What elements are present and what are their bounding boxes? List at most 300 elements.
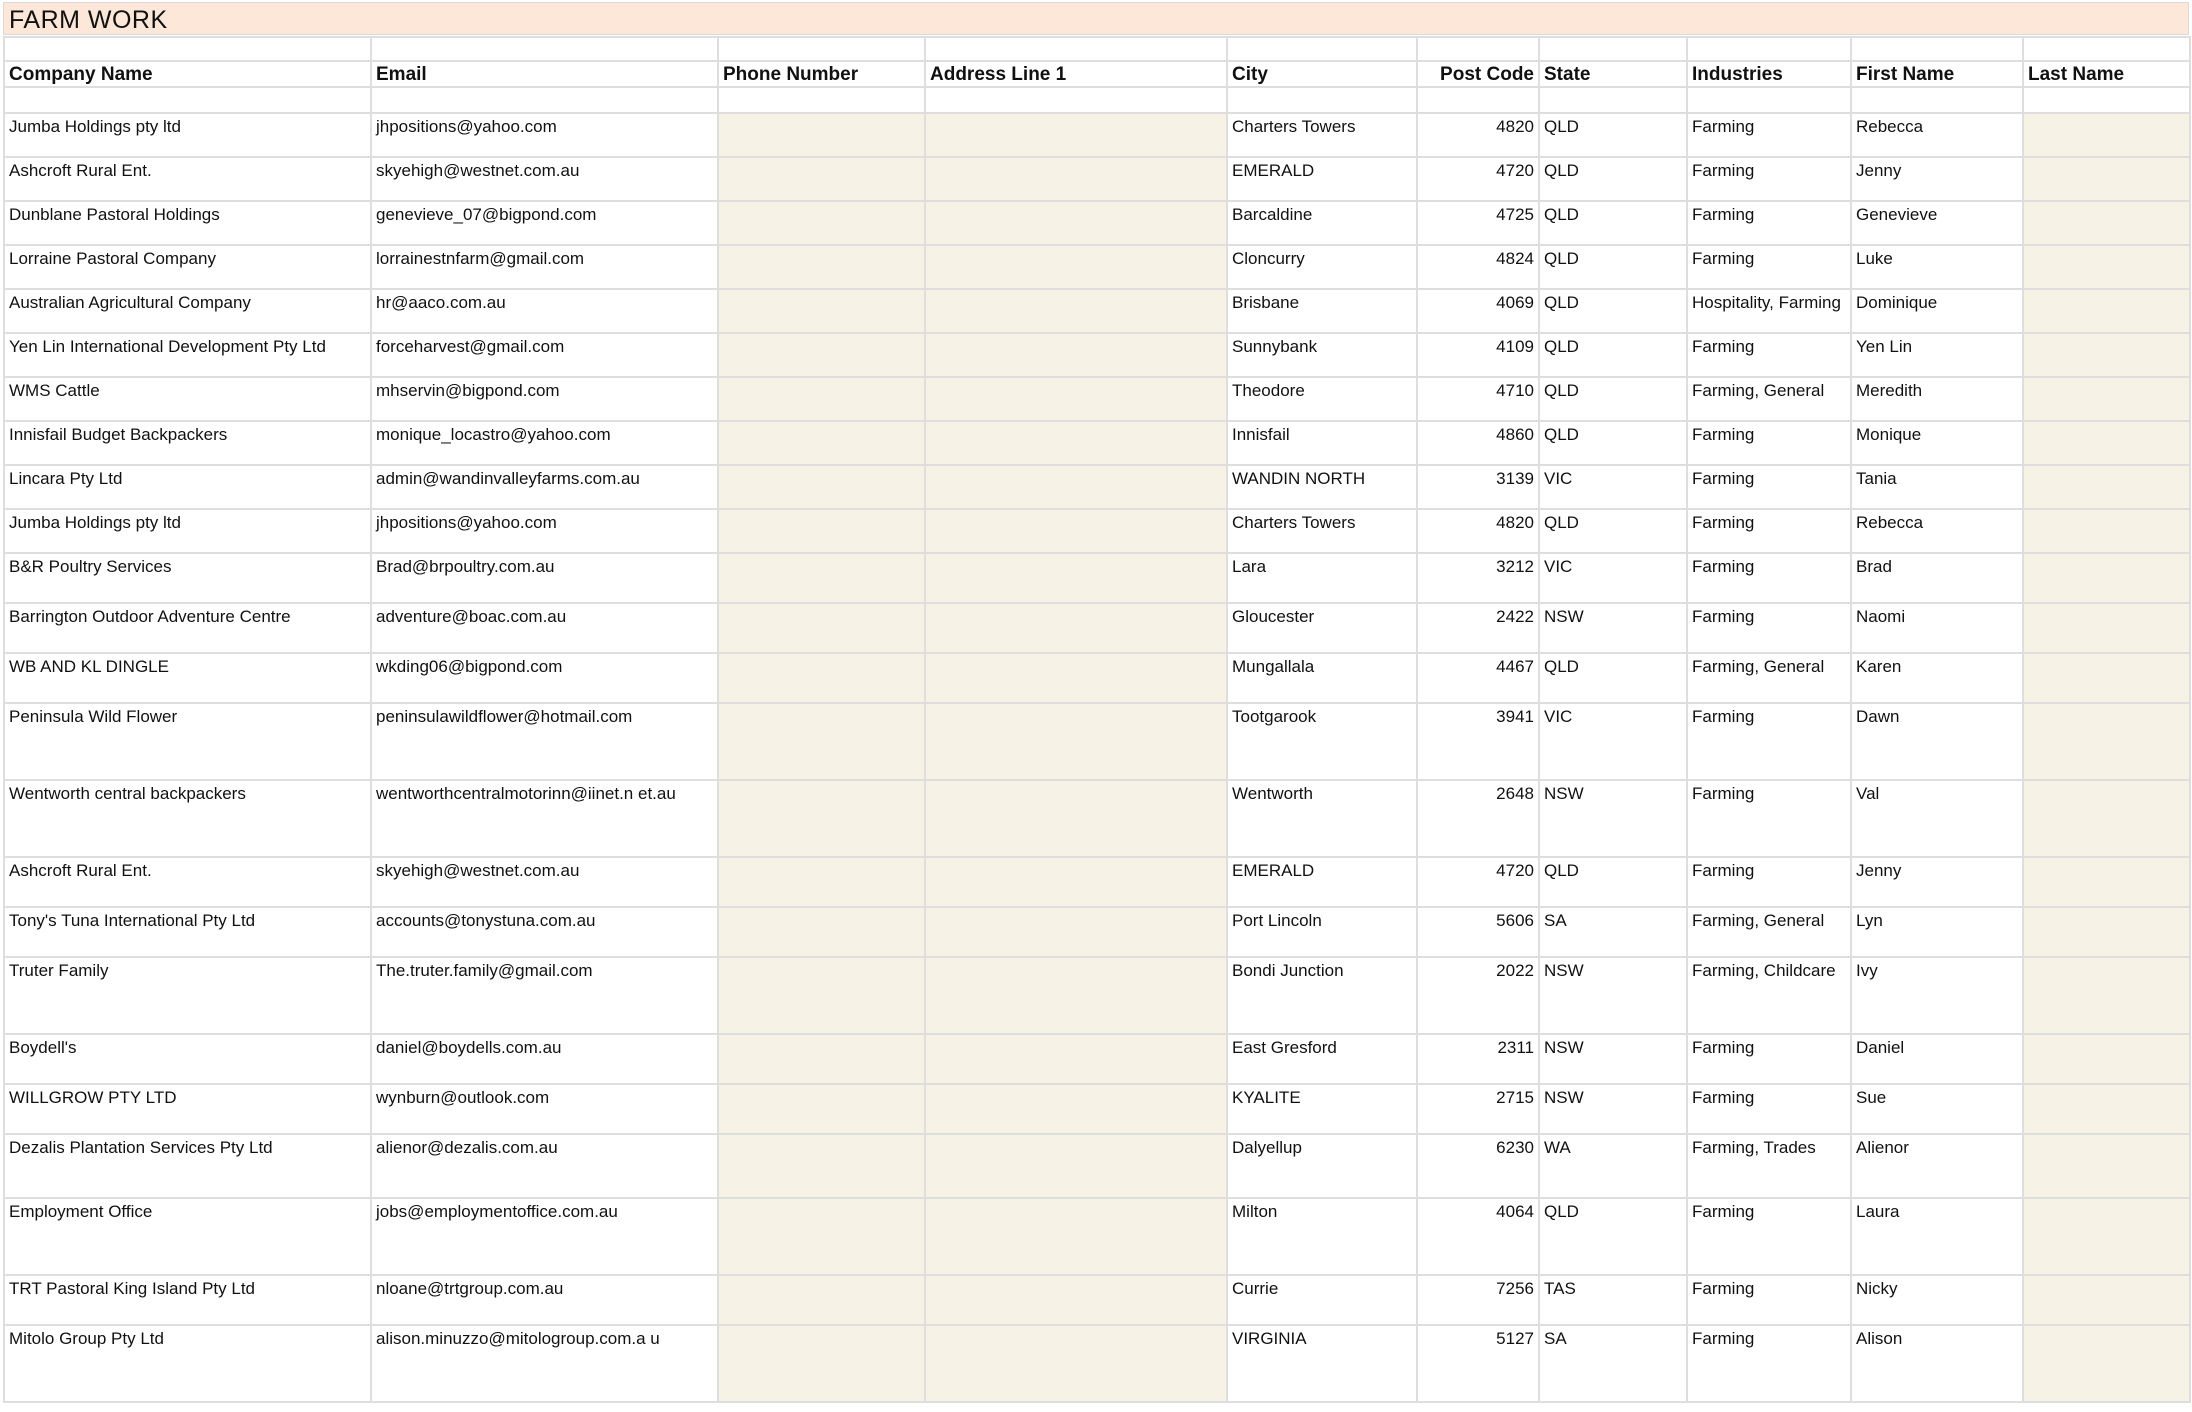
- company-name-cell[interactable]: Ashcroft Rural Ent.: [4, 857, 371, 907]
- industries-cell[interactable]: Farming, Trades: [1687, 1134, 1851, 1198]
- address-cell[interactable]: [925, 957, 1227, 1034]
- table-row: [4, 509, 2190, 553]
- industries-cell[interactable]: Farming: [1687, 157, 1851, 201]
- address-cell[interactable]: [925, 1134, 1227, 1198]
- header-city[interactable]: City: [1227, 61, 1417, 87]
- first-name-cell[interactable]: Jenny: [1851, 157, 2023, 201]
- industries-cell[interactable]: Farming, Childcare: [1687, 957, 1851, 1034]
- industries-cell[interactable]: Farming: [1687, 857, 1851, 907]
- post-code-cell[interactable]: 4064: [1417, 1198, 1539, 1275]
- city-cell[interactable]: EMERALD: [1227, 157, 1417, 201]
- address-cell[interactable]: [925, 245, 1227, 289]
- last-name-cell[interactable]: [2023, 603, 2190, 653]
- last-name-cell[interactable]: [2023, 201, 2190, 245]
- company-name-cell[interactable]: Barrington Outdoor Adventure Centre: [4, 603, 371, 653]
- table-row: [4, 377, 2190, 421]
- phone-number-cell[interactable]: [718, 377, 925, 421]
- cell[interactable]: [1851, 87, 2023, 113]
- header-address-line-1[interactable]: Address Line 1: [925, 61, 1227, 87]
- industries-cell[interactable]: Farming: [1687, 1275, 1851, 1325]
- last-name-cell[interactable]: [2023, 289, 2190, 333]
- spreadsheet-table: [3, 36, 2191, 1403]
- post-code-cell[interactable]: 3941: [1417, 703, 1539, 780]
- last-name-cell[interactable]: [2023, 113, 2190, 157]
- city-cell[interactable]: Charters Towers: [1227, 509, 1417, 553]
- header-last-name[interactable]: Last Name: [2023, 61, 2190, 87]
- state-cell[interactable]: NSW: [1539, 1084, 1687, 1134]
- address-cell[interactable]: [925, 603, 1227, 653]
- address-cell[interactable]: [925, 421, 1227, 465]
- address-cell[interactable]: [925, 509, 1227, 553]
- last-name-cell[interactable]: [2023, 653, 2190, 703]
- email-cell[interactable]: nloane@trtgroup.com.au: [371, 1275, 718, 1325]
- post-code-cell[interactable]: 2648: [1417, 780, 1539, 857]
- email-cell[interactable]: monique_locastro@yahoo.com: [371, 421, 718, 465]
- company-name-cell[interactable]: Australian Agricultural Company: [4, 289, 371, 333]
- state-cell[interactable]: QLD: [1539, 157, 1687, 201]
- address-cell[interactable]: [925, 1198, 1227, 1275]
- city-cell[interactable]: Wentworth: [1227, 780, 1417, 857]
- phone-number-cell[interactable]: [718, 1134, 925, 1198]
- cell[interactable]: [925, 37, 1227, 61]
- city-cell[interactable]: Theodore: [1227, 377, 1417, 421]
- state-cell[interactable]: QLD: [1539, 245, 1687, 289]
- address-cell[interactable]: [925, 157, 1227, 201]
- post-code-cell[interactable]: 4710: [1417, 377, 1539, 421]
- email-cell[interactable]: skyehigh@westnet.com.au: [371, 857, 718, 907]
- state-cell[interactable]: QLD: [1539, 421, 1687, 465]
- header-company-name[interactable]: Company Name: [4, 61, 371, 87]
- industries-cell[interactable]: Farming: [1687, 333, 1851, 377]
- email-cell[interactable]: Brad@brpoultry.com.au: [371, 553, 718, 603]
- phone-number-cell[interactable]: [718, 907, 925, 957]
- phone-number-cell[interactable]: [718, 1198, 925, 1275]
- city-cell[interactable]: Charters Towers: [1227, 113, 1417, 157]
- phone-number-cell[interactable]: [718, 553, 925, 603]
- first-name-cell[interactable]: Nicky: [1851, 1275, 2023, 1325]
- address-cell[interactable]: [925, 465, 1227, 509]
- email-cell[interactable]: jhpositions@yahoo.com: [371, 113, 718, 157]
- phone-number-cell[interactable]: [718, 333, 925, 377]
- email-cell[interactable]: peninsulawildflower@hotmail.com: [371, 703, 718, 780]
- company-name-cell[interactable]: Mitolo Group Pty Ltd: [4, 1325, 371, 1402]
- table-row: [4, 857, 2190, 907]
- company-name-cell[interactable]: Employment Office: [4, 1198, 371, 1275]
- last-name-cell[interactable]: [2023, 907, 2190, 957]
- industries-cell[interactable]: Farming: [1687, 113, 1851, 157]
- state-cell[interactable]: QLD: [1539, 201, 1687, 245]
- address-cell[interactable]: [925, 333, 1227, 377]
- phone-number-cell[interactable]: [718, 157, 925, 201]
- state-cell[interactable]: QLD: [1539, 509, 1687, 553]
- industries-cell[interactable]: Farming: [1687, 465, 1851, 509]
- address-cell[interactable]: [925, 1084, 1227, 1134]
- company-name-cell[interactable]: Dezalis Plantation Services Pty Ltd: [4, 1134, 371, 1198]
- phone-number-cell[interactable]: [718, 113, 925, 157]
- phone-number-cell[interactable]: [718, 703, 925, 780]
- industries-cell[interactable]: Farming: [1687, 603, 1851, 653]
- first-name-cell[interactable]: Karen: [1851, 653, 2023, 703]
- phone-number-cell[interactable]: [718, 201, 925, 245]
- address-cell[interactable]: [925, 1275, 1227, 1325]
- cell[interactable]: [371, 37, 718, 61]
- cell[interactable]: [1227, 87, 1417, 113]
- cell[interactable]: [925, 87, 1227, 113]
- company-name-cell[interactable]: WB AND KL DINGLE: [4, 653, 371, 703]
- city-cell[interactable]: Dalyellup: [1227, 1134, 1417, 1198]
- company-name-cell[interactable]: WILLGROW PTY LTD: [4, 1084, 371, 1134]
- industries-cell[interactable]: Farming: [1687, 421, 1851, 465]
- table-row: [4, 465, 2190, 509]
- last-name-cell[interactable]: [2023, 957, 2190, 1034]
- first-name-cell[interactable]: Brad: [1851, 553, 2023, 603]
- header-phone-number[interactable]: Phone Number: [718, 61, 925, 87]
- cell[interactable]: [1851, 37, 2023, 61]
- address-cell[interactable]: [925, 857, 1227, 907]
- header-post-code[interactable]: Post Code: [1417, 61, 1539, 87]
- phone-number-cell[interactable]: [718, 1275, 925, 1325]
- email-cell[interactable]: jobs@employmentoffice.com.au: [371, 1198, 718, 1275]
- first-name-cell[interactable]: Rebecca: [1851, 509, 2023, 553]
- first-name-cell[interactable]: Ivy: [1851, 957, 2023, 1034]
- cell[interactable]: [2023, 37, 2190, 61]
- cell[interactable]: [718, 87, 925, 113]
- first-name-cell[interactable]: Daniel: [1851, 1034, 2023, 1084]
- industries-cell[interactable]: Farming: [1687, 703, 1851, 780]
- post-code-cell[interactable]: 2022: [1417, 957, 1539, 1034]
- post-code-cell[interactable]: 4725: [1417, 201, 1539, 245]
- cell[interactable]: [4, 37, 371, 61]
- table-row: [4, 653, 2190, 703]
- company-name-cell[interactable]: Peninsula Wild Flower: [4, 703, 371, 780]
- industries-cell[interactable]: Farming, General: [1687, 907, 1851, 957]
- phone-number-cell[interactable]: [718, 1325, 925, 1402]
- empty-row: [4, 37, 2190, 61]
- post-code-cell[interactable]: 4720: [1417, 857, 1539, 907]
- first-name-cell[interactable]: Yen Lin: [1851, 333, 2023, 377]
- post-code-cell[interactable]: 7256: [1417, 1275, 1539, 1325]
- email-cell[interactable]: alienor@dezalis.com.au: [371, 1134, 718, 1198]
- city-cell[interactable]: Gloucester: [1227, 603, 1417, 653]
- address-cell[interactable]: [925, 201, 1227, 245]
- email-cell[interactable]: genevieve_07@bigpond.com: [371, 201, 718, 245]
- first-name-cell[interactable]: Jenny: [1851, 857, 2023, 907]
- email-cell[interactable]: forceharvest@gmail.com: [371, 333, 718, 377]
- address-cell[interactable]: [925, 653, 1227, 703]
- post-code-cell[interactable]: 3212: [1417, 553, 1539, 603]
- last-name-cell[interactable]: [2023, 857, 2190, 907]
- city-cell[interactable]: Barcaldine: [1227, 201, 1417, 245]
- industries-cell[interactable]: Farming: [1687, 509, 1851, 553]
- phone-number-cell[interactable]: [718, 1034, 925, 1084]
- city-cell[interactable]: Bondi Junction: [1227, 957, 1417, 1034]
- cell[interactable]: [1687, 87, 1851, 113]
- email-cell[interactable]: daniel@boydells.com.au: [371, 1034, 718, 1084]
- cell[interactable]: [4, 87, 371, 113]
- table-row: [4, 780, 2190, 857]
- header-row: [4, 61, 2190, 87]
- first-name-cell[interactable]: Tania: [1851, 465, 2023, 509]
- table-row: [4, 703, 2190, 780]
- cell[interactable]: [371, 87, 718, 113]
- industries-cell[interactable]: Farming: [1687, 245, 1851, 289]
- city-cell[interactable]: Cloncurry: [1227, 245, 1417, 289]
- first-name-cell[interactable]: Val: [1851, 780, 2023, 857]
- table-row: [4, 907, 2190, 957]
- city-cell[interactable]: EMERALD: [1227, 857, 1417, 907]
- state-cell[interactable]: VIC: [1539, 465, 1687, 509]
- address-cell[interactable]: [925, 703, 1227, 780]
- address-cell[interactable]: [925, 289, 1227, 333]
- post-code-cell[interactable]: 4824: [1417, 245, 1539, 289]
- post-code-cell[interactable]: 2422: [1417, 603, 1539, 653]
- last-name-cell[interactable]: [2023, 703, 2190, 780]
- table-row: [4, 603, 2190, 653]
- phone-number-cell[interactable]: [718, 509, 925, 553]
- post-code-cell[interactable]: 2311: [1417, 1034, 1539, 1084]
- post-code-cell[interactable]: 4820: [1417, 509, 1539, 553]
- city-cell[interactable]: Tootgarook: [1227, 703, 1417, 780]
- phone-number-cell[interactable]: [718, 245, 925, 289]
- email-cell[interactable]: mhservin@bigpond.com: [371, 377, 718, 421]
- last-name-cell[interactable]: [2023, 377, 2190, 421]
- table-row: [4, 1084, 2190, 1134]
- address-cell[interactable]: [925, 377, 1227, 421]
- phone-number-cell[interactable]: [718, 957, 925, 1034]
- post-code-cell[interactable]: 4820: [1417, 113, 1539, 157]
- header-first-name[interactable]: First Name: [1851, 61, 2023, 87]
- header-state[interactable]: State: [1539, 61, 1687, 87]
- email-cell[interactable]: hr@aaco.com.au: [371, 289, 718, 333]
- company-name-cell[interactable]: TRT Pastoral King Island Pty Ltd: [4, 1275, 371, 1325]
- table-row: [4, 333, 2190, 377]
- phone-number-cell[interactable]: [718, 857, 925, 907]
- first-name-cell[interactable]: Monique: [1851, 421, 2023, 465]
- industries-cell[interactable]: Farming, General: [1687, 653, 1851, 703]
- industries-cell[interactable]: Farming: [1687, 201, 1851, 245]
- first-name-cell[interactable]: Genevieve: [1851, 201, 2023, 245]
- company-name-cell[interactable]: Wentworth central backpackers: [4, 780, 371, 857]
- city-cell[interactable]: Milton: [1227, 1198, 1417, 1275]
- city-cell[interactable]: East Gresford: [1227, 1034, 1417, 1084]
- company-name-cell[interactable]: Yen Lin International Development Pty Ltd: [4, 333, 371, 377]
- state-cell[interactable]: QLD: [1539, 653, 1687, 703]
- company-name-cell[interactable]: Jumba Holdings pty ltd: [4, 509, 371, 553]
- table-row: [4, 289, 2190, 333]
- header-email[interactable]: Email: [371, 61, 718, 87]
- industries-cell[interactable]: Farming: [1687, 1084, 1851, 1134]
- first-name-cell[interactable]: Naomi: [1851, 603, 2023, 653]
- industries-cell[interactable]: Farming: [1687, 553, 1851, 603]
- first-name-cell[interactable]: Lyn: [1851, 907, 2023, 957]
- email-cell[interactable]: lorrainestnfarm@gmail.com: [371, 245, 718, 289]
- table-row: [4, 245, 2190, 289]
- email-cell[interactable]: jhpositions@yahoo.com: [371, 509, 718, 553]
- industries-cell[interactable]: Farming: [1687, 1034, 1851, 1084]
- email-cell[interactable]: The.truter.family@gmail.com: [371, 957, 718, 1034]
- company-name-cell[interactable]: Truter Family: [4, 957, 371, 1034]
- last-name-cell[interactable]: [2023, 1084, 2190, 1134]
- phone-number-cell[interactable]: [718, 653, 925, 703]
- table-row: [4, 553, 2190, 603]
- email-cell[interactable]: alison.minuzzo@mitologroup.com.a u: [371, 1325, 718, 1402]
- post-code-cell[interactable]: 4467: [1417, 653, 1539, 703]
- company-name-cell[interactable]: Lincara Pty Ltd: [4, 465, 371, 509]
- post-code-cell[interactable]: 2715: [1417, 1084, 1539, 1134]
- table-row: [4, 1034, 2190, 1084]
- post-code-cell[interactable]: 5606: [1417, 907, 1539, 957]
- first-name-cell[interactable]: Laura: [1851, 1198, 2023, 1275]
- last-name-cell[interactable]: [2023, 509, 2190, 553]
- city-cell[interactable]: Currie: [1227, 1275, 1417, 1325]
- last-name-cell[interactable]: [2023, 421, 2190, 465]
- phone-number-cell[interactable]: [718, 465, 925, 509]
- table-row: [4, 157, 2190, 201]
- state-cell[interactable]: SA: [1539, 1325, 1687, 1402]
- first-name-cell[interactable]: Meredith: [1851, 377, 2023, 421]
- first-name-cell[interactable]: Sue: [1851, 1084, 2023, 1134]
- cell[interactable]: [1417, 87, 1539, 113]
- header-industries[interactable]: Industries: [1687, 61, 1851, 87]
- state-cell[interactable]: QLD: [1539, 377, 1687, 421]
- company-name-cell[interactable]: Ashcroft Rural Ent.: [4, 157, 371, 201]
- company-name-cell[interactable]: Dunblane Pastoral Holdings: [4, 201, 371, 245]
- table-row: [4, 201, 2190, 245]
- last-name-cell[interactable]: [2023, 1275, 2190, 1325]
- post-code-cell[interactable]: 6230: [1417, 1134, 1539, 1198]
- state-cell[interactable]: NSW: [1539, 1034, 1687, 1084]
- city-cell[interactable]: KYALITE: [1227, 1084, 1417, 1134]
- address-cell[interactable]: [925, 113, 1227, 157]
- email-cell[interactable]: wkding06@bigpond.com: [371, 653, 718, 703]
- first-name-cell[interactable]: Alison: [1851, 1325, 2023, 1402]
- table-row: [4, 1134, 2190, 1198]
- address-cell[interactable]: [925, 553, 1227, 603]
- cell[interactable]: [1687, 37, 1851, 61]
- city-cell[interactable]: Brisbane: [1227, 289, 1417, 333]
- industries-cell[interactable]: Farming: [1687, 1198, 1851, 1275]
- post-code-cell[interactable]: 4109: [1417, 333, 1539, 377]
- email-cell[interactable]: adventure@boac.com.au: [371, 603, 718, 653]
- industries-cell[interactable]: Farming: [1687, 780, 1851, 857]
- company-name-cell[interactable]: B&R Poultry Services: [4, 553, 371, 603]
- company-name-cell[interactable]: WMS Cattle: [4, 377, 371, 421]
- phone-number-cell[interactable]: [718, 421, 925, 465]
- phone-number-cell[interactable]: [718, 780, 925, 857]
- first-name-cell[interactable]: Dominique: [1851, 289, 2023, 333]
- address-cell[interactable]: [925, 1034, 1227, 1084]
- post-code-cell[interactable]: 4860: [1417, 421, 1539, 465]
- state-cell[interactable]: NSW: [1539, 957, 1687, 1034]
- table-row: [4, 1325, 2190, 1402]
- city-cell[interactable]: Lara: [1227, 553, 1417, 603]
- industries-cell[interactable]: Hospitality, Farming: [1687, 289, 1851, 333]
- first-name-cell[interactable]: Luke: [1851, 245, 2023, 289]
- last-name-cell[interactable]: [2023, 333, 2190, 377]
- company-name-cell[interactable]: Jumba Holdings pty ltd: [4, 113, 371, 157]
- last-name-cell[interactable]: [2023, 465, 2190, 509]
- last-name-cell[interactable]: [2023, 1034, 2190, 1084]
- state-cell[interactable]: QLD: [1539, 289, 1687, 333]
- cell[interactable]: [718, 37, 925, 61]
- last-name-cell[interactable]: [2023, 245, 2190, 289]
- company-name-cell[interactable]: Boydell's: [4, 1034, 371, 1084]
- post-code-cell[interactable]: 4720: [1417, 157, 1539, 201]
- city-cell[interactable]: Sunnybank: [1227, 333, 1417, 377]
- cell[interactable]: [1539, 87, 1687, 113]
- post-code-cell[interactable]: 5127: [1417, 1325, 1539, 1402]
- address-cell[interactable]: [925, 780, 1227, 857]
- state-cell[interactable]: VIC: [1539, 703, 1687, 780]
- state-cell[interactable]: NSW: [1539, 603, 1687, 653]
- state-cell[interactable]: QLD: [1539, 1198, 1687, 1275]
- city-cell[interactable]: WANDIN NORTH: [1227, 465, 1417, 509]
- sheet-title: FARM WORK: [9, 6, 168, 34]
- city-cell[interactable]: Innisfail: [1227, 421, 1417, 465]
- state-cell[interactable]: QLD: [1539, 857, 1687, 907]
- state-cell[interactable]: NSW: [1539, 780, 1687, 857]
- phone-number-cell[interactable]: [718, 289, 925, 333]
- email-cell[interactable]: admin@wandinvalleyfarms.com.au: [371, 465, 718, 509]
- last-name-cell[interactable]: [2023, 1198, 2190, 1275]
- address-cell[interactable]: [925, 1325, 1227, 1402]
- address-cell[interactable]: [925, 907, 1227, 957]
- city-cell[interactable]: Port Lincoln: [1227, 907, 1417, 957]
- state-cell[interactable]: QLD: [1539, 113, 1687, 157]
- email-cell[interactable]: skyehigh@westnet.com.au: [371, 157, 718, 201]
- company-name-cell[interactable]: Tony's Tuna International Pty Ltd: [4, 907, 371, 957]
- city-cell[interactable]: Mungallala: [1227, 653, 1417, 703]
- industries-cell[interactable]: Farming, General: [1687, 377, 1851, 421]
- first-name-cell[interactable]: Alienor: [1851, 1134, 2023, 1198]
- cell[interactable]: [1227, 37, 1417, 61]
- empty-row: [4, 87, 2190, 113]
- phone-number-cell[interactable]: [718, 1084, 925, 1134]
- state-cell[interactable]: VIC: [1539, 553, 1687, 603]
- cell[interactable]: [1417, 37, 1539, 61]
- cell[interactable]: [2023, 87, 2190, 113]
- last-name-cell[interactable]: [2023, 157, 2190, 201]
- last-name-cell[interactable]: [2023, 780, 2190, 857]
- state-cell[interactable]: TAS: [1539, 1275, 1687, 1325]
- state-cell[interactable]: SA: [1539, 907, 1687, 957]
- state-cell[interactable]: QLD: [1539, 333, 1687, 377]
- post-code-cell[interactable]: 3139: [1417, 465, 1539, 509]
- table-row: [4, 1275, 2190, 1325]
- sheet-title-band: [3, 2, 2189, 35]
- table-row: [4, 1198, 2190, 1275]
- state-cell[interactable]: WA: [1539, 1134, 1687, 1198]
- company-name-cell[interactable]: Innisfail Budget Backpackers: [4, 421, 371, 465]
- table-row: [4, 421, 2190, 465]
- email-cell[interactable]: accounts@tonystuna.com.au: [371, 907, 718, 957]
- industries-cell[interactable]: Farming: [1687, 1325, 1851, 1402]
- email-cell[interactable]: wynburn@outlook.com: [371, 1084, 718, 1134]
- table-row: [4, 957, 2190, 1034]
- cell[interactable]: [1539, 37, 1687, 61]
- phone-number-cell[interactable]: [718, 603, 925, 653]
- last-name-cell[interactable]: [2023, 553, 2190, 603]
- first-name-cell[interactable]: Dawn: [1851, 703, 2023, 780]
- city-cell[interactable]: VIRGINIA: [1227, 1325, 1417, 1402]
- post-code-cell[interactable]: 4069: [1417, 289, 1539, 333]
- last-name-cell[interactable]: [2023, 1325, 2190, 1402]
- email-cell[interactable]: wentworthcentralmotorinn@iinet.n et.au: [371, 780, 718, 857]
- table-row: [4, 113, 2190, 157]
- first-name-cell[interactable]: Rebecca: [1851, 113, 2023, 157]
- company-name-cell[interactable]: Lorraine Pastoral Company: [4, 245, 371, 289]
- last-name-cell[interactable]: [2023, 1134, 2190, 1198]
